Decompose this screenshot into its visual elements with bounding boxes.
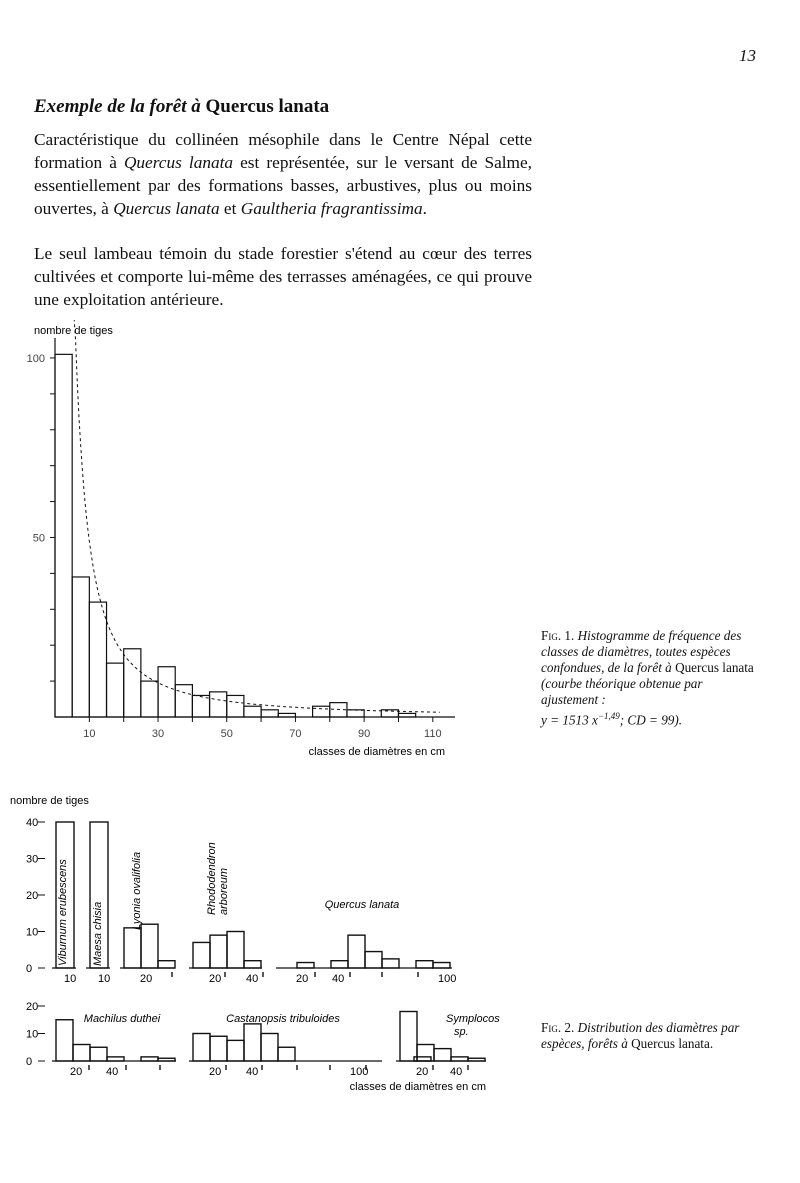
species-bar [227, 1040, 244, 1061]
histogram-bar [313, 706, 330, 717]
page-number: 13 [739, 46, 756, 65]
species-bar [278, 1047, 295, 1061]
y-axis-label: nombre de tiges [34, 325, 113, 337]
fitted-curve [65, 320, 439, 712]
species-bar [227, 932, 244, 969]
x-tick-label: 20 [70, 1066, 83, 1078]
species-bar [210, 1036, 227, 1061]
figure-1-histogram [0, 320, 540, 780]
species-label [446, 1013, 500, 1038]
species-bar [244, 961, 261, 968]
species-bar [348, 935, 365, 968]
x-tick-label: 40 [106, 1066, 119, 1078]
species-label: Viburnum erubescens [57, 859, 69, 966]
x-tick-label: 30 [151, 728, 165, 740]
species-label: Maesa chisia [92, 901, 104, 966]
section-heading: Exemple de la forêt à Quercus lanata [34, 96, 330, 117]
species-bar [468, 1058, 485, 1061]
x-tick-label: 90 [358, 728, 371, 740]
histogram-bar [89, 602, 106, 717]
histogram-bar [210, 692, 227, 717]
figure-2-caption: Fig. 2. Distribution des diamètres par espèces, forêts à Quercus lanata. [541, 1020, 740, 1051]
figure-2-species-distribution [0, 790, 540, 1100]
histogram-bar [175, 685, 192, 717]
x-tick-label: 10 [83, 728, 96, 740]
species-bar [382, 959, 399, 968]
histogram-bar [278, 713, 295, 717]
species-bar [210, 935, 227, 968]
species-label: Machilus duthei [83, 1013, 161, 1025]
species-bar [261, 1034, 278, 1062]
histogram-bar [244, 706, 261, 717]
species-bar [158, 1058, 175, 1061]
species-label [206, 842, 230, 915]
paragraph-1: Caractéristique du collinéen mésophile dans le Centre Népal cette formation à Quercus lanata est représentée, sur le versant de Salme, essentiellement par des formations basses, arbustives, plus ou moins ouvertes, à Quercus lanata et Gaultheria fragrantissima. [34, 130, 532, 218]
histogram-bar [158, 667, 175, 717]
x-tick-label: 50 [220, 728, 233, 740]
histogram-bar [261, 710, 278, 717]
histogram-bar [124, 649, 141, 717]
y-tick-label: 40 [26, 817, 39, 829]
species-bar [56, 1020, 73, 1061]
species-bar [141, 1057, 158, 1061]
histogram-bar [227, 695, 244, 717]
species-bar [124, 928, 141, 968]
y-tick-label: 20 [26, 890, 39, 902]
species-bar [365, 952, 382, 968]
x-tick-label: 20 [209, 973, 222, 985]
x-tick-label: 70 [289, 728, 302, 740]
y-axis-label: nombre de tiges [10, 795, 89, 807]
y-tick-label: 0 [26, 963, 33, 975]
x-tick-label: 20 [296, 973, 309, 985]
x-tick-label: 40 [246, 1066, 259, 1078]
histogram-bar [192, 695, 209, 717]
y-tick-label: 100 [26, 352, 45, 365]
x-tick-label: 10 [98, 973, 111, 985]
species-bar [416, 961, 433, 968]
species-bar [90, 1047, 107, 1061]
species-bar [158, 961, 175, 968]
histogram-bar [347, 710, 364, 717]
x-axis-label: classes de diamètres en cm [308, 746, 445, 758]
species-label: Lyonia ovalifolia [131, 851, 143, 930]
x-tick-label: 20 [416, 1066, 429, 1078]
species-label-line: Rhododendron [206, 842, 218, 915]
x-tick-label: 10 [64, 973, 77, 985]
species-bar [331, 961, 348, 968]
species-label: Castanopsis tribuloides [226, 1013, 340, 1025]
species-bar [193, 1034, 210, 1062]
species-bar [73, 1045, 90, 1062]
species-label-line: sp. [454, 1026, 469, 1038]
species-bar [297, 963, 314, 968]
species-bar [400, 1012, 417, 1062]
y-tick-label: 10 [26, 1028, 39, 1041]
species-label-line: Symplocos [446, 1013, 500, 1025]
species-label: Quercus lanata [324, 899, 400, 911]
x-tick-label: 110 [424, 728, 442, 740]
species-bar [107, 1057, 124, 1061]
histogram-bar [398, 713, 415, 717]
y-tick-label: 50 [32, 532, 45, 545]
x-tick-label: 40 [332, 973, 345, 985]
histogram-bar [141, 681, 158, 717]
y-tick-label: 10 [26, 926, 39, 939]
y-tick-label: 30 [26, 853, 39, 866]
species-bar [451, 1057, 468, 1061]
species-bar [193, 942, 210, 968]
figure-1-caption: Fig. 1. Histogramme de fréquence des classes de diamètres, toutes espèces confondues, de la forêt à Quercus lanata (courbe théorique obtenue par ajustement : y = 1513 $x^{-1,49}$; CD = 99). [541, 628, 754, 728]
species-bar [244, 1024, 261, 1061]
species-label-line: arboreum [218, 867, 230, 915]
paragraph-2: Le seul lambeau témoin du stade forestier s'étend au cœur des terres cultivées et comporte lui-même des terrasses aménagées, ce qui prouve une exploitation antérieure. [34, 244, 532, 309]
histogram-bar [55, 354, 72, 717]
species-bar [434, 1049, 451, 1061]
histogram-bar [107, 663, 124, 717]
x-tick-label: 40 [450, 1066, 463, 1078]
x-tick-label: 100 [350, 1066, 369, 1078]
y-tick-label: 0 [26, 1056, 33, 1068]
x-tick-label: 40 [246, 973, 259, 985]
species-bar [141, 924, 158, 968]
histogram-bar [72, 577, 89, 717]
histogram-bar [381, 710, 398, 717]
x-tick-label: 100 [438, 973, 457, 985]
species-bar [433, 963, 450, 968]
x-tick-label: 20 [209, 1066, 222, 1078]
x-axis-label: classes de diamètres en cm [349, 1081, 486, 1093]
y-tick-label: 20 [26, 1001, 39, 1013]
x-tick-label: 20 [140, 973, 153, 985]
